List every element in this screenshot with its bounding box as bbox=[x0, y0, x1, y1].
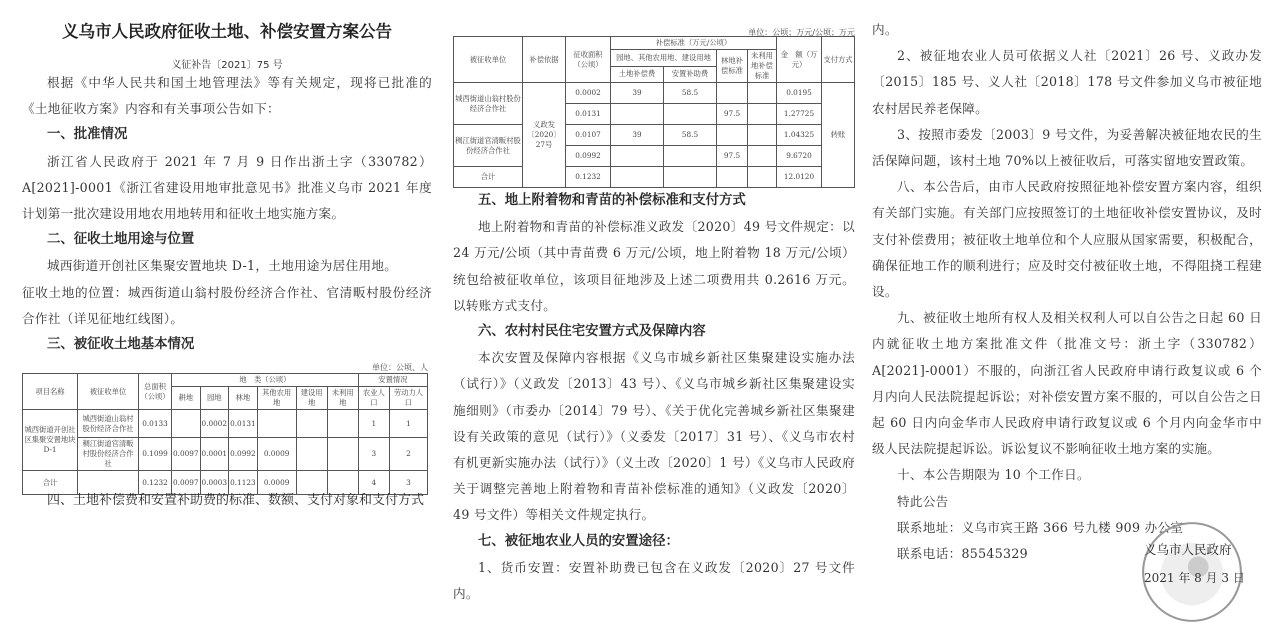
cell-unused bbox=[748, 167, 777, 188]
cell-total: 0.0133 bbox=[139, 410, 172, 438]
table1-unit: 单位：公顷、人 bbox=[372, 363, 428, 372]
th-land-type: 地 类（公顷） bbox=[172, 374, 359, 387]
land-basic-info-table-wrapper bbox=[22, 362, 428, 495]
cell-unused bbox=[748, 146, 777, 167]
cell-forest: 97.5 bbox=[717, 104, 748, 125]
issuer-name: 义乌市人民政府 bbox=[1144, 542, 1232, 557]
cell-unit: 城西街道山翁村股份经济合作社 bbox=[78, 410, 139, 438]
cell-total-label: 合计 bbox=[454, 167, 523, 188]
section-2-text-2: 征收土地的位置：城西街道山翁村股份经济合作社、官清畈村股份经济合作社（详见征地红线图）。 bbox=[22, 284, 432, 326]
cell-total: 0.1232 bbox=[139, 471, 172, 495]
cell-land-comp: 39 bbox=[611, 83, 664, 104]
cell-resettle bbox=[663, 167, 716, 188]
cell-area: 0.1232 bbox=[566, 167, 611, 188]
section-1-text: 浙江省人民政府于 2021 年 7 月 9 日作出浙土字（330782）A[2021]-0001《浙江省建设用地审批意见书》批准义乌市 2021 年度计划第一批次建设用地农用地转用和征收土地实施方案。 bbox=[22, 153, 432, 222]
th-labor-pop: 劳动力人口 bbox=[389, 387, 427, 410]
cell-agri: 3 bbox=[358, 438, 389, 471]
left-body-bottom bbox=[22, 488, 432, 514]
cell-unused bbox=[327, 438, 358, 471]
section-1-heading: 一、批准情况 bbox=[47, 127, 128, 143]
section-2-text-1: 城西街道开创社区集聚安置地块 D-1，土地用途为居住用地。 bbox=[47, 258, 398, 274]
cell-land-comp: 39 bbox=[611, 125, 664, 146]
cell-garden: 0.0002 bbox=[200, 410, 229, 438]
cell-cultivated: 0.0097 bbox=[172, 471, 201, 495]
cell-construction bbox=[296, 410, 327, 438]
cell-unused bbox=[327, 410, 358, 438]
cell-amount: 1.27725 bbox=[777, 104, 822, 125]
cell-basis: 义政发〔2020〕27号 bbox=[523, 83, 566, 188]
th-forest: 林地 bbox=[229, 387, 258, 410]
document-title: 义乌市人民政府征收土地、补偿安置方案公告 bbox=[62, 22, 392, 41]
compensation-table bbox=[453, 36, 855, 188]
cell-land-comp bbox=[611, 167, 664, 188]
cell-cultivated bbox=[172, 410, 201, 438]
th-resettle-sub: 安置补助费 bbox=[663, 66, 716, 83]
cell-other: 0.0009 bbox=[257, 471, 296, 495]
th-total-area: 总面积（公顷） bbox=[139, 374, 172, 410]
section-9-text: 九、被征收土地所有权人及相关权利人可以自公告之日起 60 日内就征收土地方案批准文件（批准文号：浙土字（330782）A[2021]-0001）不服的，向浙江省人民政府申请行政复议或 6 个月内向人民法院提起诉讼；对补偿安置方案不服的，可以自公告之日起 60 日内向金华市人民政府申请行政复议或 6 个月内向金华市中级人民法院提起诉讼。诉讼复议不影响征收土地方案的实施。 bbox=[872, 310, 1262, 457]
section-7-item-3: 3、按照市委发〔2003〕9 号文件，为妥善解决被征地农民的生活保障问题，该村土地 70%以上被征收后，可落实留地安置政策。 bbox=[872, 126, 1262, 169]
cell-forest bbox=[717, 83, 748, 104]
cell-unit: 稠江街道官清畈村股份经济合作社 bbox=[78, 438, 139, 471]
cell-forest: 0.1123 bbox=[229, 471, 258, 495]
cell-other bbox=[257, 410, 296, 438]
th-unused: 未利用地 bbox=[327, 387, 358, 410]
section-3-heading: 三、被征收土地基本情况 bbox=[47, 337, 195, 353]
middle-body bbox=[453, 188, 855, 602]
section-7-item-1: 1、货币安置：安置补助费已包含在义政发〔2020〕27 号文件内。 bbox=[453, 559, 855, 602]
th-basis: 补偿依据 bbox=[523, 37, 566, 83]
right-body bbox=[872, 17, 1262, 567]
table-total-row bbox=[454, 167, 855, 188]
cell-amount: 9.6720 bbox=[777, 146, 822, 167]
section-7-item-2: 2、被征地农业人员可依据义人社〔2021〕26 号、义政办发〔2015〕185 号、义人社〔2018〕178 号文件参加义乌市被征地农村居民养老保障。 bbox=[872, 48, 1262, 116]
table-row bbox=[23, 410, 428, 438]
cell-amount: 1.04325 bbox=[777, 125, 822, 146]
cell-agri: 1 bbox=[358, 410, 389, 438]
section-10-text: 十、本公告期限为 10 个工作日。 bbox=[897, 467, 1090, 483]
th-cultivated: 耕地 bbox=[172, 387, 201, 410]
th-standard: 补偿标准（万元/公顷） bbox=[611, 37, 777, 50]
th-project: 项目名称 bbox=[23, 374, 78, 410]
left-body bbox=[22, 70, 432, 358]
table-row bbox=[454, 125, 855, 146]
table2-unit: 单位：公顷；万元/公顷；万元 bbox=[748, 28, 855, 37]
cell-forest: 0.0131 bbox=[229, 410, 258, 438]
cell-forest bbox=[717, 125, 748, 146]
section-6-heading: 六、农村村民住宅安置方式及保障内容 bbox=[478, 324, 706, 340]
th-unused-std: 未利用地补偿标准 bbox=[748, 50, 777, 83]
cell-area: 0.0002 bbox=[566, 83, 611, 104]
compensation-table-wrapper bbox=[453, 36, 855, 188]
contact-address: 联系地址：义乌市宾王路 366 号九楼 909 办公室 bbox=[897, 519, 1184, 535]
cell-project-name: 城西街道开创社区集聚安置地块D-1 bbox=[23, 410, 78, 471]
cell-resettle: 58.5 bbox=[663, 125, 716, 146]
cell-unused bbox=[748, 125, 777, 146]
cell-unused bbox=[748, 83, 777, 104]
th-amount: 金 额（万元） bbox=[777, 37, 822, 83]
cell-construction bbox=[296, 438, 327, 471]
intro-paragraph: 根据《中华人民共和国土地管理法》等有关规定，现将已批准的《土地征收方案》内容和有关事项公告如下： bbox=[22, 75, 432, 117]
th-unit: 被征收单位 bbox=[78, 374, 139, 410]
contact-phone: 联系电话：85545329 bbox=[897, 546, 1028, 562]
closing-text: 特此公告 bbox=[897, 493, 949, 509]
section-2-heading: 二、征收土地用途与位置 bbox=[47, 232, 195, 248]
section-7-item-1-end: 内。 bbox=[872, 22, 898, 37]
th-unit: 被征收单位 bbox=[454, 37, 523, 83]
cell-land-comp bbox=[611, 104, 664, 125]
cell-labor: 3 bbox=[389, 471, 427, 495]
cell-total: 0.1099 bbox=[139, 438, 172, 471]
th-land-comp: 土地补偿费 bbox=[611, 66, 664, 83]
cell-unit: 稠江街道官清畈村股份经济合作社 bbox=[454, 125, 523, 167]
cell-resettle bbox=[663, 104, 716, 125]
cell-forest: 0.0992 bbox=[229, 438, 258, 471]
th-other-agri: 其他农用地 bbox=[257, 387, 296, 410]
th-area: 征收面积（公顷） bbox=[566, 37, 611, 83]
cell-labor: 2 bbox=[389, 438, 427, 471]
cell-area: 0.0131 bbox=[566, 104, 611, 125]
th-resettlement: 安置情况 bbox=[358, 374, 427, 387]
cell-agri: 4 bbox=[358, 471, 389, 495]
cell-resettle: 58.5 bbox=[663, 83, 716, 104]
cell-garden: 0.0001 bbox=[200, 438, 229, 471]
cell-area: 0.0107 bbox=[566, 125, 611, 146]
issue-date: 2021 年 8 月 3 日 bbox=[1144, 571, 1245, 585]
cell-resettle bbox=[663, 146, 716, 167]
section-6-text: 本次安置及保障内容根据《义乌市城乡新社区集聚建设实施办法（试行）》（义政发〔2013〕43 号）、《义乌市城乡新社区集聚建设实施细则》（市委办〔2014〕79 号）、《关于优化完善城乡新社区集聚建设有关政策的意见（试行）》（义委发〔2017〕31 号）、《义乌市农村有机更新实施办法（试行）》（义土改〔2020〕1 号）《义乌市人民政府关于调整完善地上附着物和青苗补偿标准的通知》（义政发〔2020〕49 号文件）等相关文件规定执行。 bbox=[453, 350, 855, 523]
cell-cultivated: 0.0097 bbox=[172, 438, 201, 471]
cell-other: 0.0009 bbox=[257, 438, 296, 471]
section-7-heading: 七、被征地农业人员的安置途径： bbox=[478, 533, 679, 549]
cell-unused bbox=[748, 104, 777, 125]
th-agri-pop: 农业人口 bbox=[358, 387, 389, 410]
table-row bbox=[454, 83, 855, 104]
cell-forest bbox=[717, 167, 748, 188]
th-garden-group: 园地、其他农用地、建设用地 bbox=[611, 50, 717, 67]
section-5-heading: 五、地上附着物和青苗的补偿标准和支付方式 bbox=[478, 193, 746, 208]
cell-land-comp bbox=[611, 146, 664, 167]
cell-unit: 城西街道山翁村股份经济合作社 bbox=[454, 83, 523, 125]
cell-forest: 97.5 bbox=[717, 146, 748, 167]
cell-labor: 1 bbox=[389, 410, 427, 438]
cell-garden: 0.0003 bbox=[200, 471, 229, 495]
section-4-heading: 四、土地补偿费和安置补助费的标准、数额、支付对象和支付方式 bbox=[47, 493, 425, 508]
th-forest-std: 林地补偿标准 bbox=[717, 50, 748, 83]
cell-amount: 12.0120 bbox=[777, 167, 822, 188]
table-row bbox=[23, 438, 428, 471]
section-5-text: 地上附着物和青苗的补偿标准义政发〔2020〕49 号文件规定：以 24 万元/公顷（其中青苗费 6 万元/公顷，地上附着物 18 万元/公顷）统包给被征收单位，该项目征地涉及上述二项费用共 0.2616 万元。以转账方式支付。 bbox=[453, 219, 855, 313]
cell-total-label: 合计 bbox=[23, 471, 78, 495]
th-garden: 园地 bbox=[200, 387, 229, 410]
th-payment: 支付方式 bbox=[822, 37, 855, 83]
th-construction: 建设用地 bbox=[296, 387, 327, 410]
cell-area: 0.0992 bbox=[566, 146, 611, 167]
land-basic-info-table bbox=[22, 373, 428, 495]
cell-payment: 转账 bbox=[822, 83, 855, 188]
document-number: 义征补告〔2021〕75 号 bbox=[171, 60, 283, 71]
cell-amount: 0.0195 bbox=[777, 83, 822, 104]
section-8-text: 八、本公告后，由市人民政府按照征地补偿安置方案内容，组织有关部门实施。有关部门应按照签订的土地征收补偿安置协议，及时支付补偿费用；被征收土地单位和个人应服从国家需要，积极配合，确保征地工作的顺利进行；应及时交付被征收土地，不得阻挠工程建设。 bbox=[872, 179, 1262, 300]
